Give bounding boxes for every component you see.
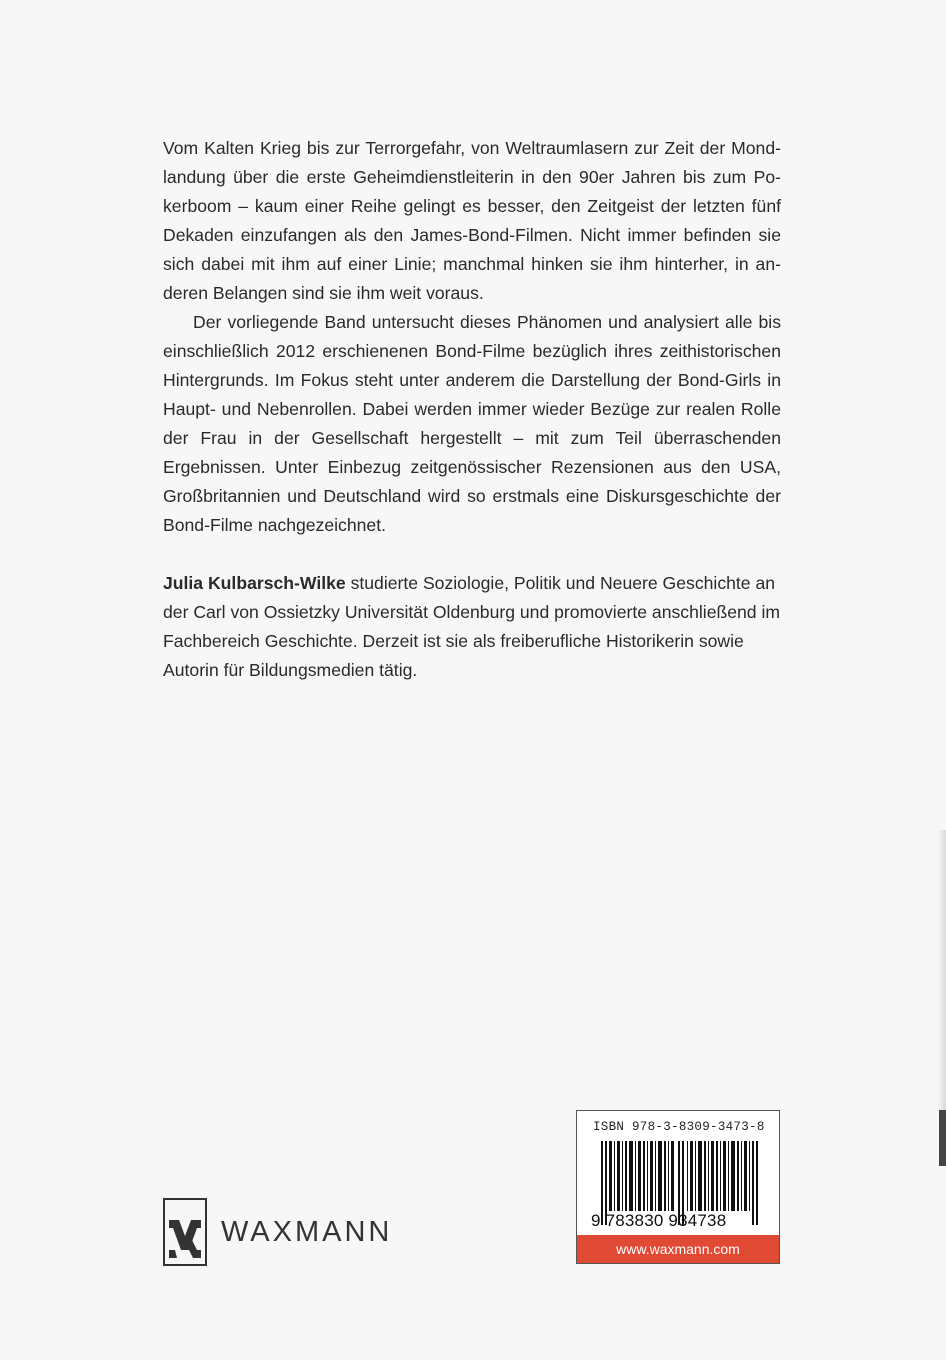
author-name: Julia Kulbarsch-Wilke (163, 573, 346, 593)
blurb-text (163, 134, 781, 685)
page-edge-shadow (938, 830, 946, 1120)
waxmann-logo-icon (163, 1198, 207, 1266)
publisher-name: WAXMANN (221, 1215, 393, 1248)
blurb-paragraph-1: Vom Kalten Krieg bis zur Terrorgefahr, von Weltraumlasern zur Zeit der Mondlandung über die erste Geheimdienstleiterin in den 90er Jahren bis zum Pokerboom – kaum einer Reihe gelingt es besser, den Zeitgeist der letzten fünf Dekaden einzufangen als den James-Bond-Filmen. Nicht immer befinden sie sich dabei mit ihm auf einer Linie; manchmal hinken sie ihm hinterher, in anderen Belangen sind sie ihm weit voraus. (163, 138, 781, 303)
blurb-paragraph-2: Der vorliegende Band untersucht dieses Phänomen und analysiert alle bis einschließlich 2012 erschienenen Bond-Filme bezüglich ihres zeithistorischen Hintergrunds. Im Fokus steht unter anderem die Darstellung der Bond-Girls in Haupt- und Nebenrollen. Dabei werden immer wieder Bezüge zur realen Rolle der Frau in der Gesellschaft hergestellt – mit zum Teil überraschenden Ergebnissen. Unter Einbezug zeitgenössischer Rezensionen aus den USA, Großbritannien und Deutschland wird so erstmals eine Diskursgeschichte der Bond-Filme nachgezeichnet. (163, 312, 781, 535)
author-bio (163, 569, 781, 685)
author-bio-text: studierte Soziologie, Politik und Neuere Geschichte an der Carl von Ossietzky Universität Oldenburg und promovierte anschließend im Fachbereich Geschichte. Derzeit ist sie als freiberufliche Historikerin sowie Autorin für Bildungsmedien tätig. (163, 573, 781, 680)
page-edge-mark (939, 1110, 946, 1166)
publisher-logo (163, 1198, 392, 1266)
publisher-url[interactable]: www.waxmann.com (577, 1235, 779, 1263)
barcode-digits: 9 783830 934738 (591, 1211, 727, 1230)
isbn-number: ISBN 978-3-8309-3473-8 (593, 1120, 765, 1134)
isbn-barcode-box (576, 1110, 780, 1264)
